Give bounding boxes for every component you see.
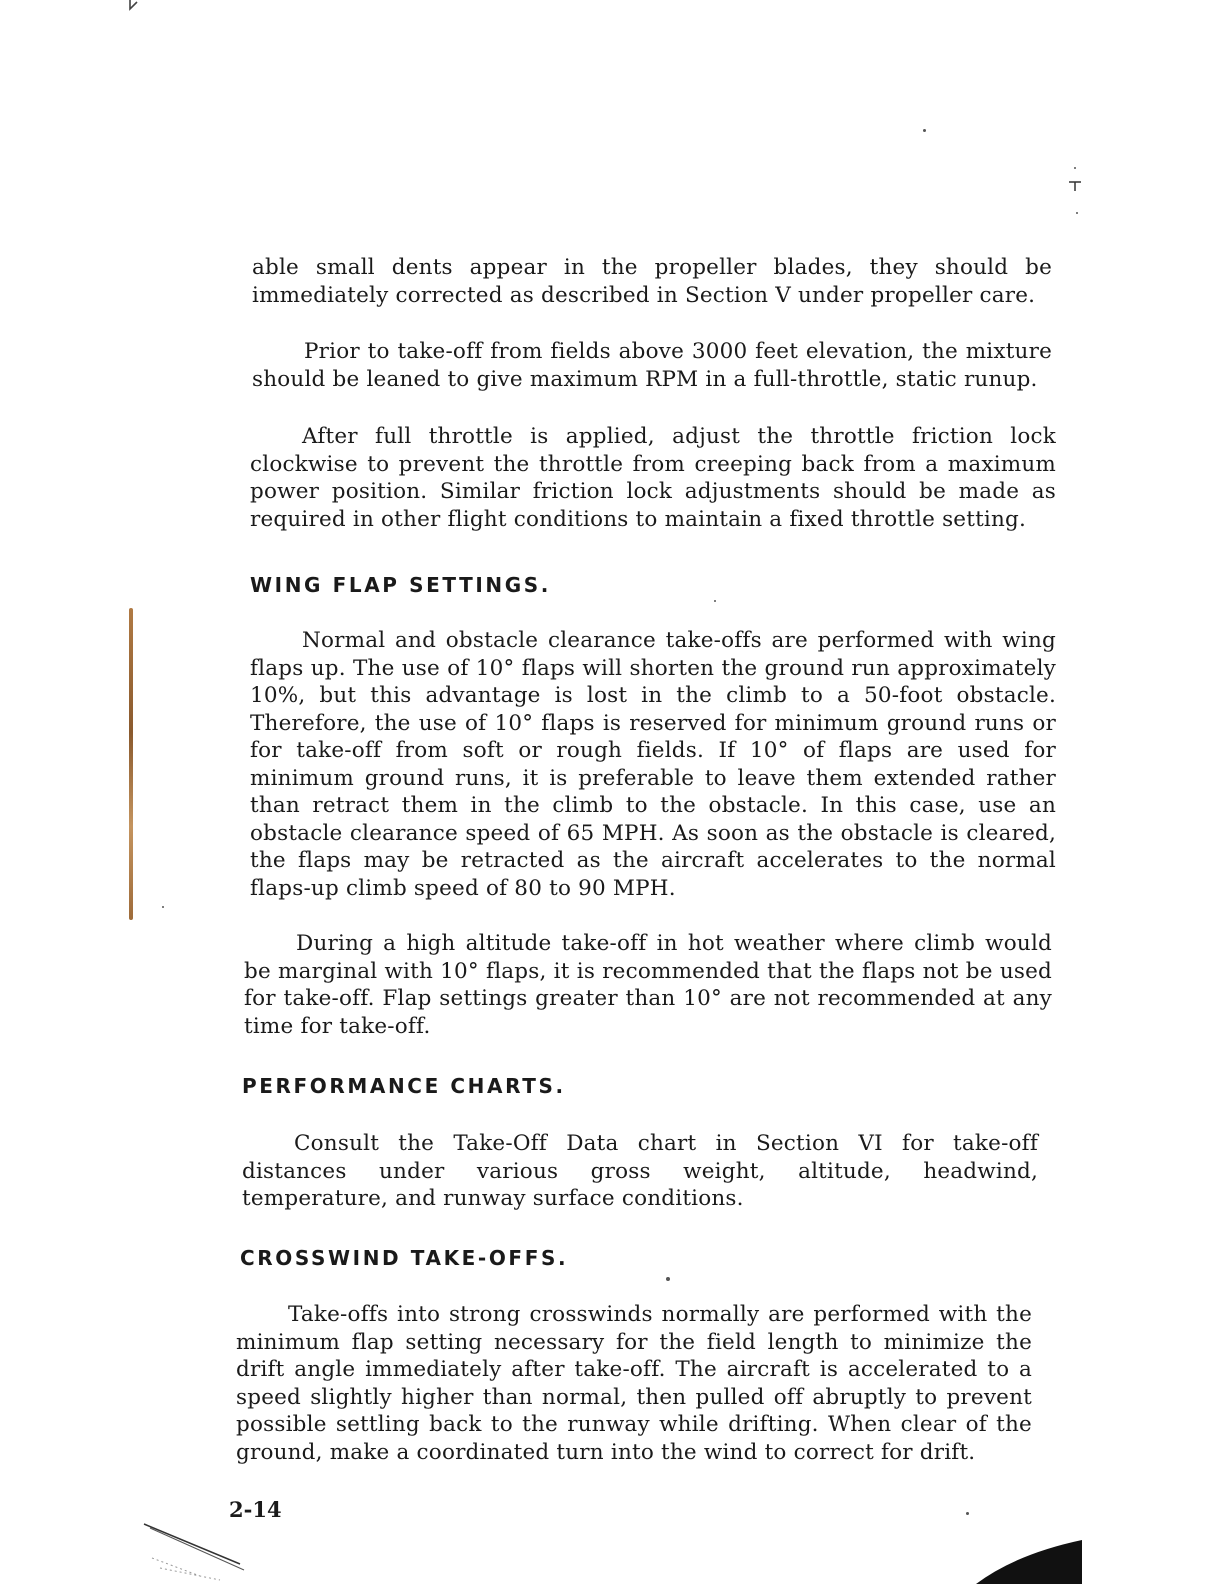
paragraph-mixture-lean: Prior to take-off from fields above 3000 feet elevation, the mixture should be leaned to give maximum RPM in a full-throttle, static runup. xyxy=(252,339,1052,392)
scan-speck xyxy=(1076,212,1078,214)
scan-speck xyxy=(714,600,716,602)
scan-speck xyxy=(666,1277,670,1281)
page-number: 2-14 xyxy=(229,1497,282,1522)
paragraph-crosswind: Take-offs into strong crosswinds normally are performed with the minimum flap setting necessary for the field length to minimize the drift angle immediately after take-off. The aircraft is accelerated to a speed slightly higher than normal, then pulled off abruptly to prevent possible settling back to the runway while drifting. When clear of the ground, make a coordinated turn into the wind to correct for drift. xyxy=(236,1302,1032,1465)
bottom-left-scan-artifact xyxy=(140,1518,250,1584)
paragraph-propeller-dents: able small dents appear in the propeller blades, they should be immediately corrected as described in Section V under propeller care. xyxy=(252,255,1052,308)
binding-edge-mark xyxy=(129,608,133,920)
corner-tick-icon xyxy=(128,0,144,12)
scan-speck xyxy=(923,129,926,132)
heading-crosswind-takeoffs: CROSSWIND TAKE-OFFS. xyxy=(240,1246,569,1270)
heading-wing-flap-settings: WING FLAP SETTINGS. xyxy=(250,573,551,597)
paragraph-throttle-friction: After full throttle is applied, adjust the throttle friction lock clockwise to prevent the throttle from creeping back from a maximum power position. Similar friction lock adjustments should be made as required in other flight conditions to maintain a fixed throttle setting. xyxy=(250,424,1056,532)
paragraph-high-altitude: During a high altitude take-off in hot weather where climb would be marginal with 10° flaps, it is recommended that the flaps not be used for take-off. Flap settings greater than 10° are not recommended at any time for take-off. xyxy=(244,931,1052,1039)
paragraph-performance-charts: Consult the Take-Off Data chart in Section VI for take-off distances under various gross weight, altitude, headwind, temperature, and runway surface conditions. xyxy=(242,1131,1038,1211)
paragraph-normal-takeoff-flaps: Normal and obstacle clearance take-offs are performed with wing flaps up. The use of 10° flaps will shorten the ground run approximately 10%, but this advantage is lost in the climb to a 50-foot obstacle. Therefore, the use of 10° flaps is reserved for minimum ground runs or for take-off from soft or rough fields. If 10° of flaps are used for minimum ground runs, it is preferable to leave them extended rather than retract them in the climb to the obstacle. In this case, use an obstacle clearance speed of 65 MPH. As soon as the obstacle is cleared, the flaps may be retracted as the aircraft accelerates to the normal flaps-up climb speed of 80 to 90 MPH. xyxy=(250,628,1056,901)
heading-performance-charts: PERFORMANCE CHARTS. xyxy=(242,1074,566,1098)
scan-speck xyxy=(162,906,164,908)
scan-speck xyxy=(966,1512,969,1515)
bottom-right-scan-artifact xyxy=(976,1534,1086,1584)
scan-speck xyxy=(1074,167,1076,169)
margin-mark-icon xyxy=(1066,172,1086,192)
